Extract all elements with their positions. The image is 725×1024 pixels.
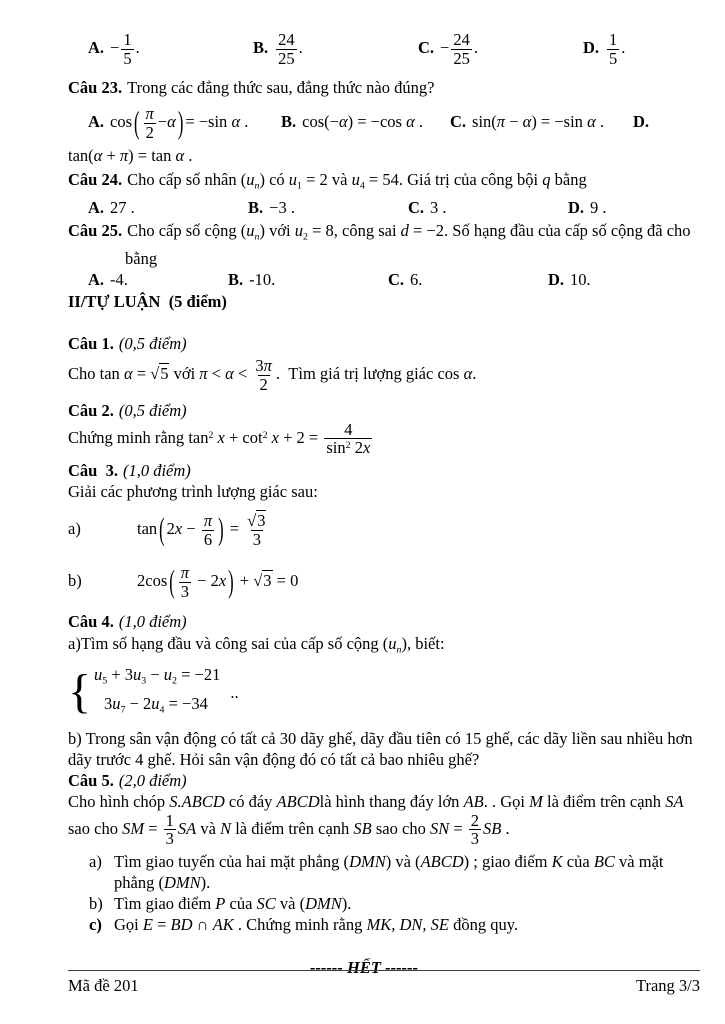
question-points: (2,0 điểm) <box>118 770 187 790</box>
option-label: D. <box>548 269 565 289</box>
option-math: $\frac{1}{5}$ . <box>609 29 626 68</box>
item-label: a) <box>89 852 102 872</box>
option-math: − $\frac{24}{25}$ . <box>440 29 478 68</box>
q25-option-a <box>88 269 128 290</box>
exam-content <box>68 0 700 978</box>
question-number: Câu 5. <box>68 770 114 790</box>
option-value: -4. <box>110 269 128 289</box>
option-label: A. <box>88 198 105 218</box>
question-points: (0,5 điểm) <box>118 333 187 353</box>
question-number: Câu 23. <box>68 78 123 97</box>
question-number: Câu 2. <box>68 400 114 420</box>
end-marker: ------ HẾT ------ <box>309 958 419 978</box>
item-label: c) <box>89 915 102 935</box>
q23-option-c <box>450 98 604 145</box>
q24-options-row <box>68 197 700 219</box>
item-label: b) <box>89 894 103 914</box>
page-footer <box>68 970 700 996</box>
question-math: Cho cấp số nhân $(u_n)$ có $u_1 = 2$ và $u_4 = 54$. Giá trị của công bội q bằng <box>127 170 587 192</box>
question-points: (1,0 điểm) <box>118 612 187 632</box>
question-number: Câu 3. <box>68 461 118 481</box>
system-equation-2: $3u_7 - 2u_4 = -34$ <box>104 694 208 716</box>
essay2-header <box>68 400 700 421</box>
option-value: 10. <box>570 269 591 289</box>
option-label: A. <box>88 269 105 289</box>
q24-option-b <box>248 197 295 219</box>
option-label: D. <box>568 198 585 218</box>
q23-header <box>68 77 700 98</box>
q24-option-d <box>568 197 607 219</box>
essay1-header <box>68 333 700 354</box>
option-value: -10. <box>249 269 276 289</box>
equation-math: 2cos ( $\frac{\pi}{3}$ − 2x ) + √3 = 0 <box>137 563 299 601</box>
option-label: B. <box>253 38 269 57</box>
option-label: B. <box>248 198 264 218</box>
option-value: 9 . <box>590 198 607 218</box>
essay2-body: Chứng minh rằng $\tan^2 x + \cot^2 x + 2$ = $\frac{4}{\sin^2 2x}$ <box>68 419 371 458</box>
q25-body <box>68 219 700 248</box>
essay4-equation-system <box>68 664 700 721</box>
q25-body-line2: bằng <box>125 248 158 268</box>
q24-option-c <box>408 197 447 219</box>
q24-body <box>68 168 700 197</box>
option-value: 6. <box>410 269 423 289</box>
q22-option-b <box>253 26 303 70</box>
q22-option-d <box>583 26 625 70</box>
item-label: b) <box>68 571 82 591</box>
footer-row <box>68 971 700 996</box>
question-number: Câu 24. <box>68 170 123 189</box>
option-math: cos(−α) = −cos α . <box>302 112 424 131</box>
essay1-body: Cho tan α = √5 với π < α < $\frac{3\pi}{2}$ . Tìm giá trị lượng giác cos α. <box>68 355 477 394</box>
question-math: Cho cấp số cộng $(u_n)$ với $u_2 = 8$, công sai d = −2. Số hạng đầu của cấp số cộng đã cho <box>127 221 691 243</box>
option-value: 27 . <box>110 198 135 218</box>
q25-options-row <box>68 269 700 290</box>
essay4-part-b: b) Trong sân vận động có tất cả 30 dãy ghế, dãy đầu tiên có 15 ghế, các dãy liền sau nhiều hơn dãy trước 4 ghế. Hỏi sân vận động đó có tất cả bao nhiêu ghế? <box>68 728 697 769</box>
question-text: Trong các đẳng thức sau, đẳng thức nào đúng? <box>127 78 435 97</box>
option-label: D. <box>633 112 650 131</box>
page-number: Trang 3/3 <box>635 976 700 995</box>
essay3-equation-a <box>68 504 700 554</box>
question-points: (1,0 điểm) <box>122 461 191 481</box>
system-suffix: .. <box>230 682 239 702</box>
question-points: (0,5 điểm) <box>118 400 187 420</box>
essay3-intro: Giải các phương trình lượng giác sau: <box>68 482 318 502</box>
option-math: cos ( $\frac{\pi}{2}$ −α ) = −sin α . <box>110 103 249 142</box>
option-label: B. <box>281 112 297 131</box>
option-label: C. <box>388 269 405 289</box>
essay5-intro: Cho hình chóp S.ABCD có đáy ABCDlà hình thang đáy lớn AB. . Gọi M là điểm trên cạnh SA sao cho SM = $\frac{1}{3}$ SA và N là điểm trên cạnh SB sao cho SN = $\frac{2}{3}$ SB . <box>68 791 688 849</box>
q25-option-d <box>548 269 591 290</box>
q22-option-c <box>418 26 478 70</box>
item-math: Tìm giao tuyến của hai mặt phẳng (DMN) và (ABCD) ; giao điểm K của BC và mặt phẳng (DMN). <box>114 852 668 893</box>
system-equations <box>94 664 220 721</box>
question-number: Câu 4. <box>68 612 114 632</box>
option-label: A. <box>88 112 105 131</box>
essay5-header <box>68 770 700 791</box>
option-label: D. <box>583 38 600 57</box>
q25-option-c <box>388 269 422 290</box>
option-math: − $\frac{1}{5}$ . <box>110 29 140 68</box>
essay5-item-c <box>68 914 700 935</box>
essay5-item-a <box>68 851 700 893</box>
option-label: A. <box>88 38 105 57</box>
option-label: C. <box>408 198 425 218</box>
q22-options-row <box>68 26 700 70</box>
question-number: Câu 1. <box>68 333 114 353</box>
essay3-header <box>68 460 700 481</box>
q23-option-d-continuation: tan(α + π) = tan α . <box>68 146 193 165</box>
question-number: Câu 25. <box>68 221 123 241</box>
q22-option-a <box>88 26 140 70</box>
essay4-header <box>68 611 700 632</box>
option-label: C. <box>450 112 467 131</box>
item-math: Tìm giao điểm P của SC và (DMN). <box>114 894 352 914</box>
option-math: $\frac{24}{25}$ . <box>278 29 303 68</box>
essay3-equation-b <box>68 556 700 605</box>
essay5-item-b <box>68 893 700 914</box>
item-label: a) <box>68 519 81 539</box>
item-math: Gọi E = BD ∩ AK . Chứng minh rằng MK, DN, SE đồng quy. <box>114 915 519 935</box>
option-value: 3 . <box>430 198 447 218</box>
q23-option-d <box>633 98 655 145</box>
q24-option-a <box>88 197 135 219</box>
section-ii-heading: II/TỰ LUẬN (5 điểm) <box>68 291 227 311</box>
essay4-part-a-intro: a)Tìm số hạng đầu và công sai của cấp số cộng $(u_n)$, biết: <box>68 634 445 656</box>
q23-options-row <box>68 98 700 145</box>
q25-option-b <box>228 269 275 290</box>
option-label: B. <box>228 269 244 289</box>
system-brace: { <box>68 665 92 719</box>
system-equation-1: $u_5 + 3u_3 - u_2 = -21$ <box>94 664 221 687</box>
equation-math: tan ( 2x − $\frac{\pi}{6}$ ) = $\frac{√3}{3}$ <box>137 511 266 549</box>
option-value: −3 . <box>269 198 295 218</box>
q23-option-a <box>88 98 248 146</box>
exam-code: Mã đề 201 <box>68 976 139 995</box>
option-math: sin(π − α) = −sin α . <box>472 112 604 131</box>
option-label: C. <box>418 38 435 57</box>
q23-option-b <box>281 98 423 145</box>
